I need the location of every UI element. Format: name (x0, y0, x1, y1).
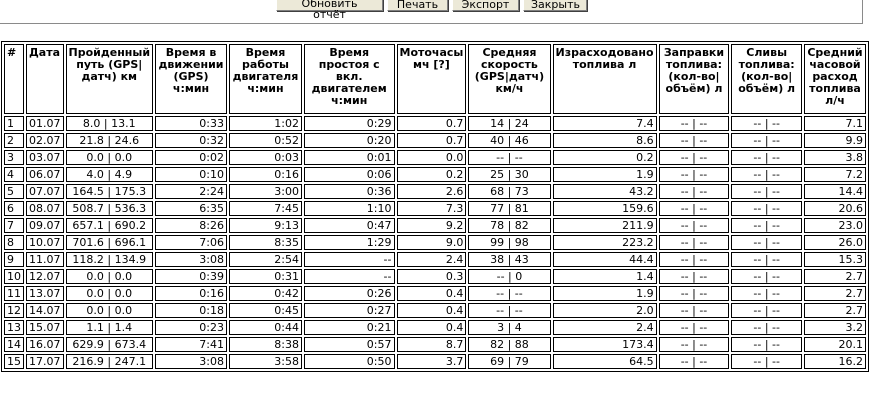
cell-moving-time: 6:35 (155, 201, 227, 216)
cell-moving-time: 0:16 (155, 286, 227, 301)
cell-refuels: -- | -- (659, 320, 730, 335)
col-header-refuels: Заправки топлива: (кол-во|объём) л (659, 44, 730, 114)
table-header-row (4, 44, 866, 114)
cell-motor-hours: 9.0 (397, 235, 467, 250)
cell-drains: -- | -- (731, 184, 802, 199)
cell-fuel-used: 7.4 (553, 116, 657, 131)
cell-avg-speed: 82 | 88 (468, 337, 550, 352)
cell-hourly-consumption: 23.0 (804, 218, 866, 233)
cell-idle-time: 0:27 (304, 303, 395, 318)
cell-engine-time: 8:38 (229, 337, 302, 352)
cell-idle-time: 1:29 (304, 235, 395, 250)
cell-number: 9 (4, 252, 24, 267)
cell-drains: -- | -- (731, 269, 802, 284)
cell-engine-time: 0:03 (229, 150, 302, 165)
cell-idle-time: 0:29 (304, 116, 395, 131)
cell-moving-time: 7:41 (155, 337, 227, 352)
cell-fuel-used: 223.2 (553, 235, 657, 250)
cell-drains: -- | -- (731, 201, 802, 216)
cell-date: 17.07 (26, 354, 64, 369)
cell-motor-hours: 0.0 (397, 150, 467, 165)
cell-distance: 0.0 | 0.0 (66, 269, 154, 284)
refresh-report-button[interactable]: Обновить отчёт (276, 0, 383, 11)
cell-drains: -- | -- (731, 150, 802, 165)
cell-motor-hours: 0.2 (397, 167, 467, 182)
cell-number: 5 (4, 184, 24, 199)
cell-avg-speed: 38 | 43 (468, 252, 550, 267)
cell-refuels: -- | -- (659, 286, 730, 301)
cell-moving-time: 0:02 (155, 150, 227, 165)
cell-number: 10 (4, 269, 24, 284)
cell-fuel-used: 1.9 (553, 167, 657, 182)
table-row (4, 150, 866, 165)
cell-hourly-consumption: 16.2 (804, 354, 866, 369)
cell-avg-speed: -- | -- (468, 150, 550, 165)
cell-avg-speed: 14 | 24 (468, 116, 550, 131)
table-row (4, 337, 866, 352)
cell-hourly-consumption: 20.6 (804, 201, 866, 216)
cell-date: 07.07 (26, 184, 64, 199)
cell-idle-time: 0:47 (304, 218, 395, 233)
cell-hourly-consumption: 3.2 (804, 320, 866, 335)
cell-moving-time: 8:26 (155, 218, 227, 233)
cell-number: 2 (4, 133, 24, 148)
col-header-idle-time: Время простоя с вкл. двигателем ч:мин (304, 44, 395, 114)
cell-refuels: -- | -- (659, 184, 730, 199)
cell-idle-time: 0:50 (304, 354, 395, 369)
col-header-distance: Пройденный путь (GPS|датч) км (66, 44, 154, 114)
cell-idle-time: -- (304, 269, 395, 284)
cell-moving-time: 0:18 (155, 303, 227, 318)
cell-engine-time: 8:35 (229, 235, 302, 250)
cell-refuels: -- | -- (659, 303, 730, 318)
cell-distance: 0.0 | 0.0 (66, 303, 154, 318)
cell-drains: -- | -- (731, 116, 802, 131)
cell-date: 10.07 (26, 235, 64, 250)
cell-engine-time: 2:54 (229, 252, 302, 267)
report-table (1, 41, 869, 372)
cell-fuel-used: 173.4 (553, 337, 657, 352)
cell-distance: 629.9 | 673.4 (66, 337, 154, 352)
cell-avg-speed: -- | -- (468, 303, 550, 318)
cell-drains: -- | -- (731, 303, 802, 318)
table-row (4, 201, 866, 216)
cell-motor-hours: 2.4 (397, 252, 467, 267)
cell-number: 8 (4, 235, 24, 250)
cell-date: 06.07 (26, 167, 64, 182)
cell-engine-time: 7:45 (229, 201, 302, 216)
cell-hourly-consumption: 2.7 (804, 286, 866, 301)
cell-date: 08.07 (26, 201, 64, 216)
cell-fuel-used: 44.4 (553, 252, 657, 267)
cell-moving-time: 0:39 (155, 269, 227, 284)
cell-drains: -- | -- (731, 235, 802, 250)
cell-idle-time: 1:10 (304, 201, 395, 216)
cell-date: 16.07 (26, 337, 64, 352)
cell-motor-hours: 3.7 (397, 354, 467, 369)
cell-date: 12.07 (26, 269, 64, 284)
cell-avg-speed: -- | 0 (468, 269, 550, 284)
cell-refuels: -- | -- (659, 218, 730, 233)
cell-refuels: -- | -- (659, 116, 730, 131)
cell-idle-time: 0:06 (304, 167, 395, 182)
table-row (4, 252, 866, 267)
cell-number: 12 (4, 303, 24, 318)
cell-motor-hours: 0.4 (397, 303, 467, 318)
cell-number: 14 (4, 337, 24, 352)
cell-moving-time: 0:10 (155, 167, 227, 182)
cell-engine-time: 0:52 (229, 133, 302, 148)
cell-number: 4 (4, 167, 24, 182)
cell-avg-speed: 40 | 46 (468, 133, 550, 148)
cell-avg-speed: 68 | 73 (468, 184, 550, 199)
cell-engine-time: 0:42 (229, 286, 302, 301)
col-header-avg-speed: Средняя скорость (GPS|датч) км/ч (468, 44, 550, 114)
cell-fuel-used: 1.4 (553, 269, 657, 284)
cell-moving-time: 0:32 (155, 133, 227, 148)
table-row (4, 320, 866, 335)
cell-refuels: -- | -- (659, 201, 730, 216)
cell-avg-speed: 69 | 79 (468, 354, 550, 369)
cell-avg-speed: 77 | 81 (468, 201, 550, 216)
cell-fuel-used: 0.2 (553, 150, 657, 165)
cell-hourly-consumption: 15.3 (804, 252, 866, 267)
cell-distance: 657.1 | 690.2 (66, 218, 154, 233)
cell-distance: 8.0 | 13.1 (66, 116, 154, 131)
cell-date: 11.07 (26, 252, 64, 267)
cell-motor-hours: 0.7 (397, 133, 467, 148)
cell-refuels: -- | -- (659, 235, 730, 250)
table-row (4, 303, 866, 318)
cell-refuels: -- | -- (659, 269, 730, 284)
cell-number: 1 (4, 116, 24, 131)
cell-refuels: -- | -- (659, 252, 730, 267)
cell-distance: 701.6 | 696.1 (66, 235, 154, 250)
cell-hourly-consumption: 14.4 (804, 184, 866, 199)
col-header-engine-time: Время работы двигателя ч:мин (229, 44, 302, 114)
cell-fuel-used: 1.9 (553, 286, 657, 301)
table-row (4, 167, 866, 182)
col-header-date: Дата (26, 44, 64, 114)
cell-engine-time: 1:02 (229, 116, 302, 131)
col-header-motor-hours: Моточасы мч [?] (397, 44, 467, 114)
cell-avg-speed: 78 | 82 (468, 218, 550, 233)
cell-motor-hours: 9.2 (397, 218, 467, 233)
cell-date: 03.07 (26, 150, 64, 165)
cell-date: 09.07 (26, 218, 64, 233)
cell-engine-time: 9:13 (229, 218, 302, 233)
cell-drains: -- | -- (731, 320, 802, 335)
cell-fuel-used: 2.4 (553, 320, 657, 335)
table-row (4, 116, 866, 131)
cell-distance: 1.1 | 1.4 (66, 320, 154, 335)
cell-distance: 216.9 | 247.1 (66, 354, 154, 369)
table-row (4, 269, 866, 284)
cell-motor-hours: 0.4 (397, 286, 467, 301)
cell-refuels: -- | -- (659, 150, 730, 165)
toolbar-panel (0, 0, 863, 24)
cell-idle-time: 0:57 (304, 337, 395, 352)
cell-hourly-consumption: 7.2 (804, 167, 866, 182)
cell-fuel-used: 8.6 (553, 133, 657, 148)
table-row (4, 184, 866, 199)
cell-hourly-consumption: 9.9 (804, 133, 866, 148)
cell-moving-time: 2:24 (155, 184, 227, 199)
cell-hourly-consumption: 2.7 (804, 269, 866, 284)
cell-distance: 4.0 | 4.9 (66, 167, 154, 182)
cell-date: 14.07 (26, 303, 64, 318)
cell-moving-time: 3:08 (155, 354, 227, 369)
cell-idle-time: 0:01 (304, 150, 395, 165)
cell-number: 3 (4, 150, 24, 165)
cell-motor-hours: 8.7 (397, 337, 467, 352)
cell-number: 6 (4, 201, 24, 216)
cell-drains: -- | -- (731, 337, 802, 352)
cell-number: 15 (4, 354, 24, 369)
cell-fuel-used: 43.2 (553, 184, 657, 199)
cell-drains: -- | -- (731, 218, 802, 233)
cell-motor-hours: 0.3 (397, 269, 467, 284)
table-row (4, 218, 866, 233)
cell-hourly-consumption: 2.7 (804, 303, 866, 318)
cell-engine-time: 0:45 (229, 303, 302, 318)
cell-avg-speed: 3 | 4 (468, 320, 550, 335)
cell-engine-time: 3:00 (229, 184, 302, 199)
table-row (4, 354, 866, 369)
cell-moving-time: 0:23 (155, 320, 227, 335)
cell-refuels: -- | -- (659, 133, 730, 148)
cell-avg-speed: 99 | 98 (468, 235, 550, 250)
toolbar (276, 0, 587, 21)
table-row (4, 235, 866, 250)
cell-hourly-consumption: 3.8 (804, 150, 866, 165)
cell-refuels: -- | -- (659, 167, 730, 182)
cell-fuel-used: 2.0 (553, 303, 657, 318)
cell-drains: -- | -- (731, 252, 802, 267)
cell-number: 7 (4, 218, 24, 233)
cell-engine-time: 0:44 (229, 320, 302, 335)
cell-moving-time: 0:33 (155, 116, 227, 131)
cell-motor-hours: 0.7 (397, 116, 467, 131)
cell-distance: 164.5 | 175.3 (66, 184, 154, 199)
cell-idle-time: -- (304, 252, 395, 267)
cell-motor-hours: 2.6 (397, 184, 467, 199)
col-header-number: # (4, 44, 24, 114)
col-header-fuel-used: Израсходовано топлива л (553, 44, 657, 114)
cell-idle-time: 0:20 (304, 133, 395, 148)
cell-hourly-consumption: 7.1 (804, 116, 866, 131)
cell-motor-hours: 0.4 (397, 320, 467, 335)
cell-avg-speed: -- | -- (468, 286, 550, 301)
cell-moving-time: 3:08 (155, 252, 227, 267)
export-button[interactable]: Экспорт (452, 0, 519, 11)
cell-distance: 21.8 | 24.6 (66, 133, 154, 148)
cell-fuel-used: 159.6 (553, 201, 657, 216)
cell-idle-time: 0:26 (304, 286, 395, 301)
cell-number: 11 (4, 286, 24, 301)
table-row (4, 286, 866, 301)
cell-avg-speed: 25 | 30 (468, 167, 550, 182)
cell-date: 13.07 (26, 286, 64, 301)
cell-distance: 0.0 | 0.0 (66, 286, 154, 301)
cell-hourly-consumption: 20.1 (804, 337, 866, 352)
cell-refuels: -- | -- (659, 337, 730, 352)
cell-hourly-consumption: 26.0 (804, 235, 866, 250)
cell-drains: -- | -- (731, 354, 802, 369)
close-button[interactable]: Закрыть (523, 0, 587, 11)
print-button[interactable]: Печать (387, 0, 448, 11)
col-header-moving-time: Время в движении (GPS) ч:мин (155, 44, 227, 114)
cell-distance: 0.0 | 0.0 (66, 150, 154, 165)
table-body (4, 116, 866, 369)
cell-date: 01.07 (26, 116, 64, 131)
cell-engine-time: 0:16 (229, 167, 302, 182)
cell-drains: -- | -- (731, 286, 802, 301)
col-header-drains: Сливы топлива: (кол-во|объём) л (731, 44, 802, 114)
cell-motor-hours: 7.3 (397, 201, 467, 216)
cell-moving-time: 7:06 (155, 235, 227, 250)
cell-engine-time: 0:31 (229, 269, 302, 284)
cell-drains: -- | -- (731, 133, 802, 148)
cell-distance: 118.2 | 134.9 (66, 252, 154, 267)
cell-fuel-used: 211.9 (553, 218, 657, 233)
table-row (4, 133, 866, 148)
cell-distance: 508.7 | 536.3 (66, 201, 154, 216)
cell-drains: -- | -- (731, 167, 802, 182)
cell-date: 02.07 (26, 133, 64, 148)
cell-engine-time: 3:58 (229, 354, 302, 369)
cell-date: 15.07 (26, 320, 64, 335)
cell-refuels: -- | -- (659, 354, 730, 369)
cell-idle-time: 0:21 (304, 320, 395, 335)
cell-idle-time: 0:36 (304, 184, 395, 199)
cell-fuel-used: 64.5 (553, 354, 657, 369)
col-header-hourly-consumption: Средний часовой расход топлива л/ч (804, 44, 866, 114)
cell-number: 13 (4, 320, 24, 335)
